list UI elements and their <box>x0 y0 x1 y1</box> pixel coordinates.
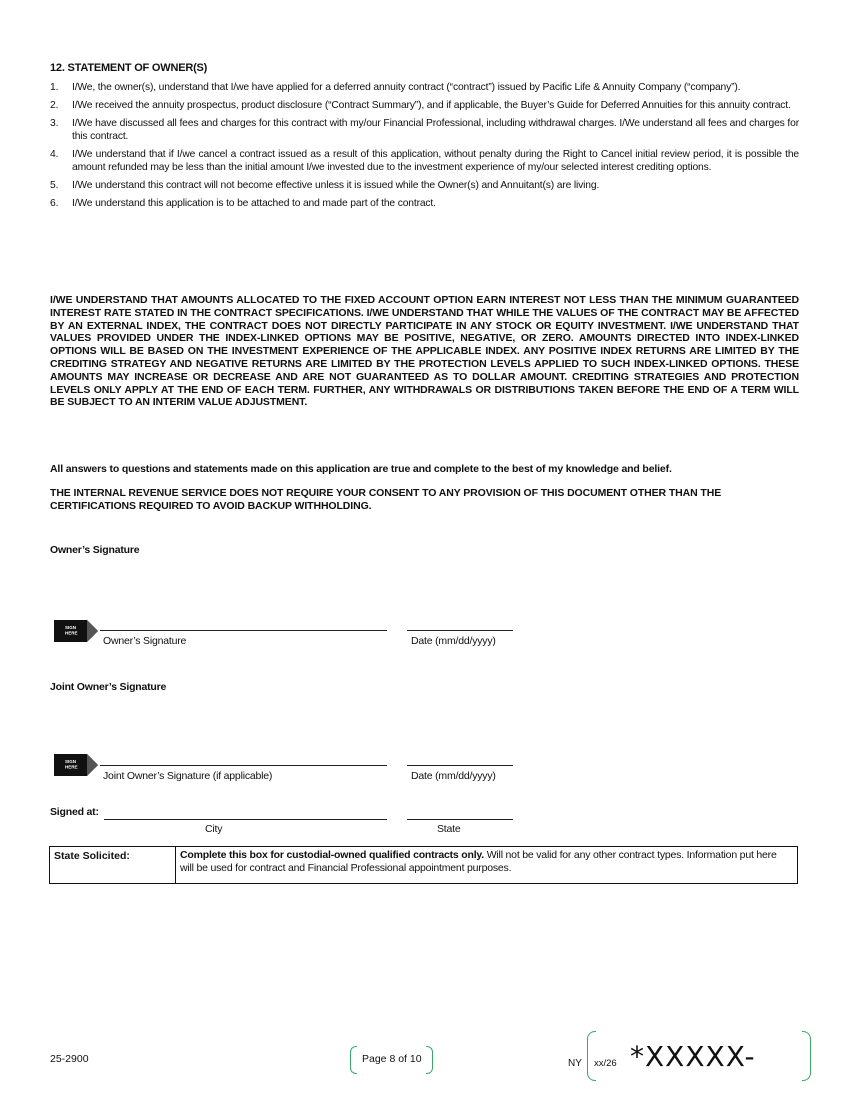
irs-statement: THE INTERNAL REVENUE SERVICE DOES NOT REQUIRE YOUR CONSENT TO ANY PROVISION OF THIS DOCUMENT OTHER THAN THE CERTIFICATIONS REQUIRED TO AVOID BACKUP WITHHOLDING. <box>50 487 722 512</box>
state-label: State <box>437 823 461 835</box>
signed-at-label: Signed at: <box>50 806 99 818</box>
state-line[interactable] <box>407 819 513 820</box>
list-item <box>50 197 799 210</box>
state-solicited-field[interactable] <box>176 847 797 883</box>
joint-owner-date-label: Date (mm/dd/yyyy) <box>411 770 496 782</box>
item-number: 6. <box>50 198 59 209</box>
item-text: I/We, the owner(s), understand that I/we have applied for a deferred annuity contract (“contract”) issued by Pacific Life & Annuity Company (“company”). <box>72 82 741 93</box>
state-solicited-box <box>49 846 798 884</box>
sign-tag-line1: SIGN <box>65 759 77 764</box>
state-solicited-instruction: Will not be valid for any other contract types. Information put here will be used for contract and Financial Professional appointment purposes. <box>180 849 777 874</box>
sign-tag-line2: HERE <box>65 764 78 770</box>
item-number: 5. <box>50 180 59 191</box>
sign-here-tag <box>54 620 99 642</box>
code-bracket-right <box>802 1031 811 1081</box>
item-text: I/We understand that if I/we cancel a contract issued as a result of this application, without penalty during the Right to Cancel initial review period, it is possible the amount refunded may be less than the initial amount I/we invested due to the investment experience of my/our selected interest crediting options. <box>72 149 799 173</box>
list-item <box>50 117 799 143</box>
section-title: 12. STATEMENT OF OWNER(S) <box>50 62 208 74</box>
item-number: 2. <box>50 100 59 111</box>
list-item <box>50 148 799 174</box>
sign-tag-line1: SIGN <box>65 625 77 630</box>
joint-owner-signature-line[interactable] <box>100 765 387 766</box>
owner-signature-label: Owner’s Signature <box>103 635 187 647</box>
item-text: I/We understand this application is to be attached to and made part of the contract. <box>72 198 436 209</box>
list-item <box>50 179 799 192</box>
item-number: 3. <box>50 118 59 129</box>
page-bracket-left <box>350 1046 357 1074</box>
state-code: NY <box>568 1058 582 1069</box>
sign-tag-line2: HERE <box>65 630 78 636</box>
form-number: 25-2900 <box>50 1053 89 1065</box>
item-number: 4. <box>50 149 59 160</box>
item-text: I/We have discussed all fees and charges for this contract with my/our Financial Professional, including withdrawal charges. I/We understand all fees and charges for this contract. <box>72 118 799 142</box>
owner-date-line[interactable] <box>407 630 513 631</box>
page-number: Page 8 of 10 <box>362 1053 422 1065</box>
statement-list <box>50 81 799 215</box>
city-label: City <box>205 823 223 835</box>
item-text: I/We received the annuity prospectus, product disclosure (“Contract Summary”), and if applicable, the Buyer’s Guide for Deferred Annuities for this annuity contract. <box>72 100 791 111</box>
item-text: I/We understand this contract will not become effective unless it is issued while the Owner(s) and Annuitant(s) are living. <box>72 180 600 191</box>
page-bracket-right <box>426 1046 433 1074</box>
joint-owner-signature-label: Joint Owner’s Signature (if applicable) <box>103 770 273 782</box>
owner-date-label: Date (mm/dd/yyyy) <box>411 635 496 647</box>
joint-owner-signature-heading: Joint Owner’s Signature <box>50 681 167 693</box>
item-number: 1. <box>50 82 59 93</box>
barcode-text: *XXXXX- <box>630 1040 756 1073</box>
owner-signature-line[interactable] <box>100 630 387 631</box>
owner-signature-heading: Owner’s Signature <box>50 544 140 556</box>
code-bracket-left <box>587 1031 596 1081</box>
list-item <box>50 81 799 94</box>
joint-owner-date-line[interactable] <box>407 765 513 766</box>
sign-here-tag <box>54 754 99 776</box>
state-solicited-label: State Solicited: <box>50 847 176 883</box>
version-code: xx/26 <box>594 1058 617 1069</box>
city-line[interactable] <box>104 819 387 820</box>
list-item <box>50 99 799 112</box>
index-disclosure-paragraph: I/WE UNDERSTAND THAT AMOUNTS ALLOCATED TO THE FIXED ACCOUNT OPTION EARN INTEREST NOT LESS THAN THE MINIMUM GUARANTEED INTEREST RATE STATED IN THE CONTRACT SPECIFICATIONS. I/WE UNDERSTAND THAT WHILE THE VALUES OF THE CONTRACT MAY BE AFFECTED BY AN EXTERNAL INDEX, THE CONTRACT DOES NOT DIRECTLY PARTICIPATE IN ANY STOCK OR EQUITY INVESTMENT. I/WE UNDERSTAND THAT VALUES PROVIDED UNDER THE INDEX-LINKED OPTIONS MAY BE POSITIVE, NEGATIVE, OR ZERO. AMOUNTS DIRECTED INTO INDEX-LINKED OPTIONS WILL BE BASED ON THE INVESTMENT EXPERIENCE OF THE APPLICABLE INDEX. ANY POSITIVE INDEX RETURNS ARE LIMITED BY THE CREDITING STRATEGY AND NEGATIVE RETURNS ARE LIMITED BY THE PROTECTION LEVELS APPLIED TO SUCH INDEX-LINKED OPTIONS. THESE AMOUNTS MAY INCREASE OR DECREASE AND ARE NOT GUARANTEED AS TO DOLLAR AMOUNT. CREDITING STRATEGIES AND PROTECTION LEVELS ONLY APPLY AT THE END OF EACH TERM. FURTHER, ANY WITHDRAWALS OR DISTRIBUTIONS TAKEN BEFORE THE END OF A TERM WILL BE SUBJECT TO AN INTERIM VALUE ADJUSTMENT. <box>50 294 799 409</box>
state-solicited-instruction-bold: Complete this box for custodial-owned qualified contracts only. <box>180 849 484 861</box>
answers-statement: All answers to questions and statements made on this application are true and complete to the best of my knowledge and belief. <box>50 463 672 475</box>
